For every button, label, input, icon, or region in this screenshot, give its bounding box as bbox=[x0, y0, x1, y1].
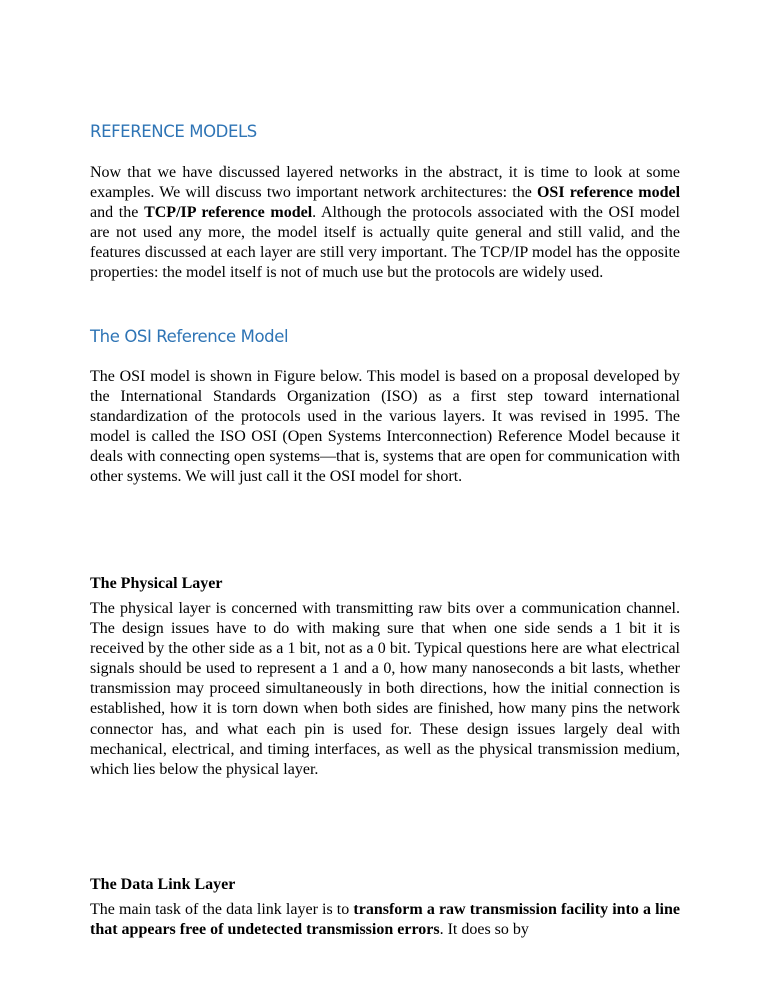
intro-text-2: and the bbox=[90, 204, 145, 222]
datalink-text-2: . It does so by bbox=[439, 921, 529, 939]
intro-text-3: . Although the protocols associated with the OSI model are not used any more, the model itself is actually quite general and still valid, and the features discussed at each layer are still very important. The TCP/IP model has the opposite properties: the model itself is not of much use but the protocols are widely used. bbox=[90, 204, 680, 282]
data-link-layer-paragraph bbox=[90, 900, 680, 940]
intro-bold-tcpip: TCP/IP reference model bbox=[144, 204, 313, 222]
intro-bold-osi: OSI reference model bbox=[536, 184, 681, 202]
datalink-bold-text: transform a raw transmission facility into a line that appears free of undetected transmission errors bbox=[90, 901, 681, 939]
intro-text-1: Now that we have discussed layered networks in the abstract, it is time to look at some examples. We will discuss two important network architectures: the bbox=[90, 164, 680, 202]
section-heading-reference-models: REFERENCE MODELS bbox=[90, 122, 257, 141]
intro-paragraph bbox=[90, 163, 680, 284]
osi-paragraph: The OSI model is shown in Figure below. This model is based on a proposal developed by the International Standards Organization (ISO) as a first step toward international standardization of the protocols used in the various layers. It was revised in 1995. The model is called the ISO OSI (Open Systems Interconnection) Reference Model because it deals with connecting open systems—that is, systems that are open for communication with other systems. We will just call it the OSI model for short. bbox=[90, 368, 680, 486]
physical-layer-heading: The Physical Layer bbox=[90, 575, 223, 592]
data-link-layer-heading: The Data Link Layer bbox=[90, 876, 236, 893]
section-heading-osi-model: The OSI Reference Model bbox=[90, 327, 289, 346]
physical-layer-paragraph: The physical layer is concerned with transmitting raw bits over a communication channel. The design issues have to do with making sure that when one side sends a 1 bit it is received by the other side as a 1 bit, not as a 0 bit. Typical questions here are what electrical signals should be used to represent a 1 and a 0, how many nanoseconds a bit lasts, whether transmission may proceed simultaneously in both directions, how the initial connection is established, how it is torn down when both sides are finished, how many pins the network connector has, and what each pin is used for. These design issues largely deal with mechanical, electrical, and timing interfaces, as well as the physical transmission medium, which lies below the physical layer. bbox=[90, 600, 680, 778]
datalink-text-1: The main task of the data link layer is to bbox=[90, 901, 354, 918]
